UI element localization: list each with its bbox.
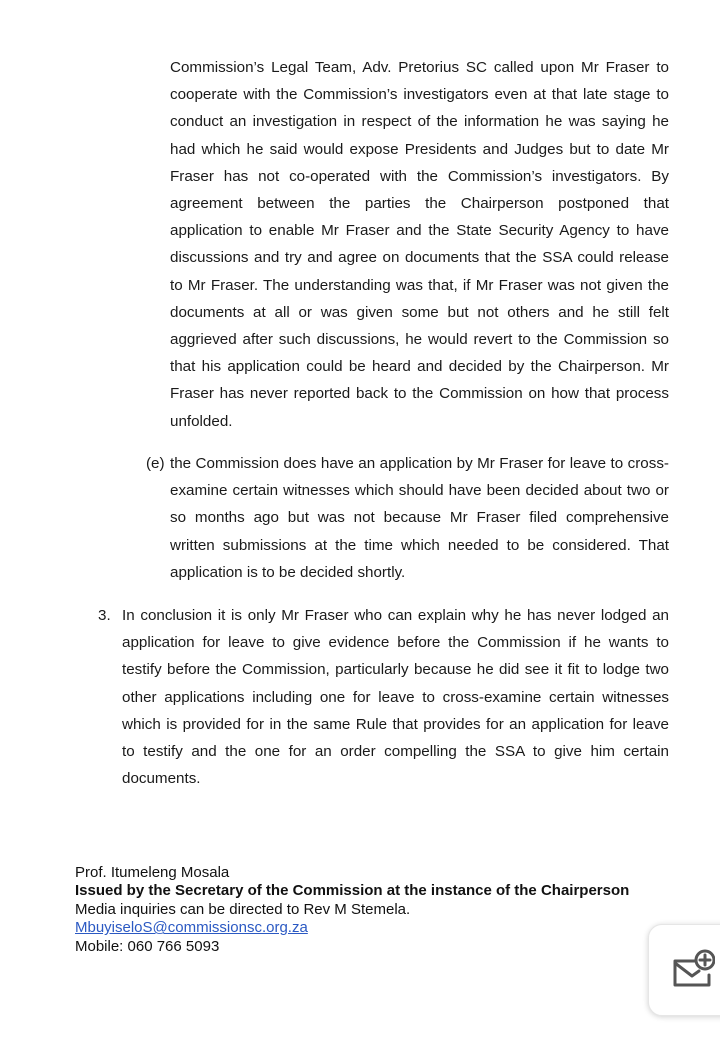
list-item-3-text: In conclusion it is only Mr Fraser who can explain why he has never lodged an application for leave to give evidence before the Commission if he wants to testify before the Commission, particularly because he did see it fit to lodge two other applications including one for leave to cross-examine certain witnesses which is provided for in the same Rule that provides for an application for leave to testify and the one for an order compelling the SSA to give him certain documents. bbox=[122, 607, 669, 788]
mobile-line: Mobile: 060 766 5093 bbox=[75, 937, 220, 955]
media-inquiries-line: Media inquiries can be directed to Rev M Stemela. bbox=[75, 900, 411, 918]
paragraph-continuation: Commission’s Legal Team, Adv. Pretorius SC called upon Mr Fraser to cooperate with the Commission’s investigators even at that late stage to conduct an investigation in respect of the information he was saying he had which he said would expose Presidents and Judges but to date Mr Fraser has not co-operated with the Commission’s investigators. By agreement between the parties the Chairperson postponed that application to enable Mr Fraser and the State Security Agency to have discussions and try and agree on documents that the SSA could release to Mr Fraser. The understanding was that, if Mr Fraser was not given the documents at all or was given some but not others and he still felt aggrieved after such discussions, he would revert to the Commission so that his application could be heard and decided by the Chairperson. Mr Fraser has never reported back to the Commission on how that process unfolded. bbox=[170, 59, 669, 430]
email-link[interactable]: MbuyiseloS@commissionsc.org.za bbox=[75, 919, 308, 937]
signatory-name: Prof. Itumeleng Mosala bbox=[75, 864, 230, 881]
list-marker-e: (e) bbox=[146, 455, 165, 472]
list-item-e-text: the Commission does have an application by Mr Fraser for leave to cross-examine certain witnesses which should have been decided about two or so months ago but was not because Mr Fraser filed comprehensive written submissions at the time which needed to be considered. That application is to be decided shortly. bbox=[170, 455, 669, 581]
floating-mail-button[interactable] bbox=[648, 924, 720, 1016]
list-marker-3: 3. bbox=[98, 607, 111, 624]
signature-block bbox=[75, 864, 675, 956]
mail-add-icon bbox=[671, 949, 715, 989]
issued-by-line: Issued by the Secretary of the Commission at the instance of the Chairperson bbox=[75, 882, 630, 900]
